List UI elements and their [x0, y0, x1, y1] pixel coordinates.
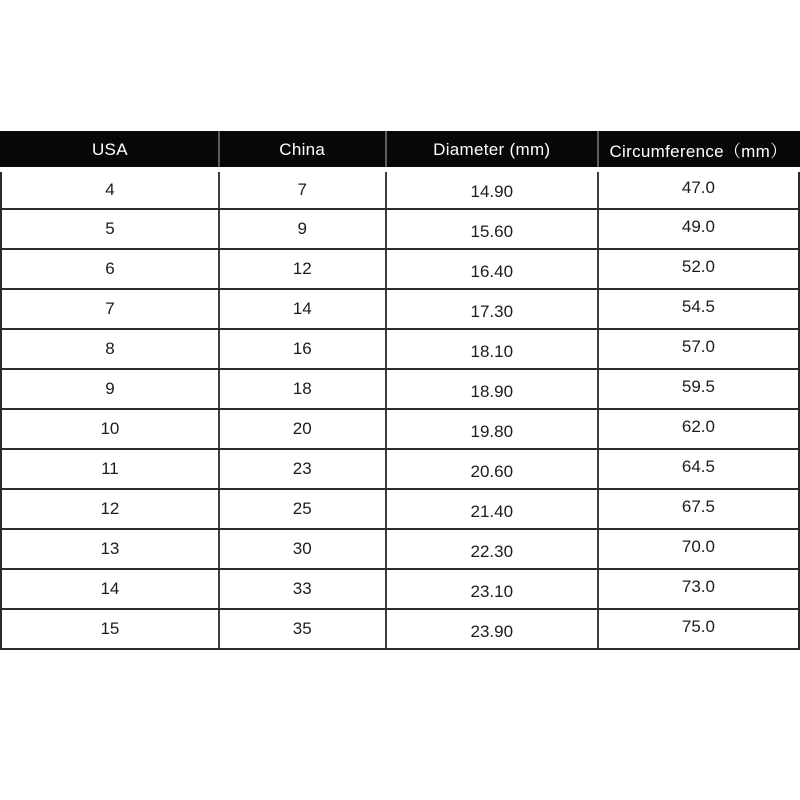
- table-cell: 22.30: [386, 529, 598, 569]
- ring-size-conversion-table: [0, 131, 800, 650]
- table-row: [1, 609, 799, 649]
- table-cell: 21.40: [386, 489, 598, 529]
- column-header-usa: USA: [1, 132, 219, 169]
- table-cell: 57.0: [598, 329, 799, 369]
- table-cell: 59.5: [598, 369, 799, 409]
- table-row: [1, 209, 799, 249]
- table-cell: 9: [219, 209, 386, 249]
- table-cell: 33: [219, 569, 386, 609]
- table-cell: 7: [219, 169, 386, 209]
- table-cell: 67.5: [598, 489, 799, 529]
- table-body: [1, 169, 799, 649]
- table-cell: 18.90: [386, 369, 598, 409]
- table-row: [1, 249, 799, 289]
- table-cell: 18.10: [386, 329, 598, 369]
- table-row: [1, 409, 799, 449]
- table-cell: 54.5: [598, 289, 799, 329]
- table-row: [1, 289, 799, 329]
- table-cell: 14.90: [386, 169, 598, 209]
- table-cell: 16: [219, 329, 386, 369]
- table-cell: 47.0: [598, 169, 799, 209]
- table-cell: 20.60: [386, 449, 598, 489]
- table-row: [1, 169, 799, 209]
- table-cell: 15: [1, 609, 219, 649]
- column-header-china: China: [219, 132, 386, 169]
- table-cell: 23: [219, 449, 386, 489]
- table-header-row: [1, 132, 799, 169]
- table-cell: 52.0: [598, 249, 799, 289]
- table-cell: 19.80: [386, 409, 598, 449]
- table-row: [1, 489, 799, 529]
- table-row: [1, 529, 799, 569]
- table-cell: 12: [219, 249, 386, 289]
- table-cell: 16.40: [386, 249, 598, 289]
- table-cell: 23.90: [386, 609, 598, 649]
- table-cell: 8: [1, 329, 219, 369]
- table-cell: 4: [1, 169, 219, 209]
- table-cell: 35: [219, 609, 386, 649]
- column-header-circumference: Circumference（mm）: [598, 132, 799, 169]
- table-cell: 49.0: [598, 209, 799, 249]
- table-row: [1, 449, 799, 489]
- table-cell: 13: [1, 529, 219, 569]
- table-cell: 17.30: [386, 289, 598, 329]
- table-cell: 11: [1, 449, 219, 489]
- table-cell: 10: [1, 409, 219, 449]
- table-row: [1, 569, 799, 609]
- table-cell: 18: [219, 369, 386, 409]
- table-cell: 73.0: [598, 569, 799, 609]
- table-cell: 5: [1, 209, 219, 249]
- ring-size-table-container: [0, 131, 800, 650]
- table-cell: 20: [219, 409, 386, 449]
- column-header-diameter: Diameter (mm): [386, 132, 598, 169]
- table-row: [1, 329, 799, 369]
- table-cell: 14: [1, 569, 219, 609]
- table-cell: 15.60: [386, 209, 598, 249]
- table-cell: 62.0: [598, 409, 799, 449]
- table-cell: 7: [1, 289, 219, 329]
- table-cell: 23.10: [386, 569, 598, 609]
- table-cell: 12: [1, 489, 219, 529]
- table-cell: 30: [219, 529, 386, 569]
- table-cell: 9: [1, 369, 219, 409]
- table-cell: 64.5: [598, 449, 799, 489]
- table-row: [1, 369, 799, 409]
- table-cell: 70.0: [598, 529, 799, 569]
- table-cell: 25: [219, 489, 386, 529]
- table-cell: 75.0: [598, 609, 799, 649]
- table-cell: 14: [219, 289, 386, 329]
- table-cell: 6: [1, 249, 219, 289]
